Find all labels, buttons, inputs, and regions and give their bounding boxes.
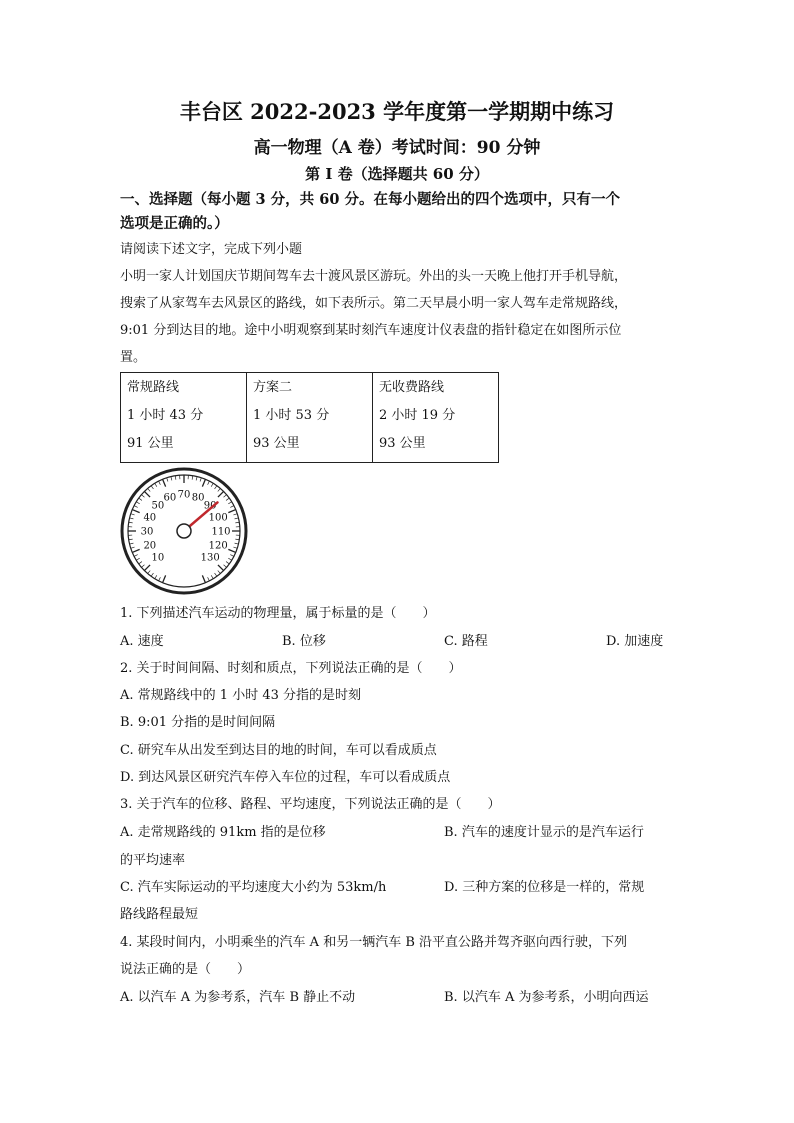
q3-stem: 3. 关于汽车的位移、路程、平均速度，下列说法正确的是（ ） xyxy=(120,797,501,812)
gauge-label: 110 xyxy=(211,526,231,538)
gauge-tick xyxy=(235,543,239,544)
exam-title: 丰台区 2022-2023 学年度第一学期期中练习 xyxy=(179,99,615,124)
gauge-label: 120 xyxy=(208,540,228,552)
gauge-tick xyxy=(141,495,144,498)
q1-option-c: C. 路程 xyxy=(444,634,488,649)
gauge-tick xyxy=(144,491,150,497)
gauge-tick xyxy=(226,498,229,500)
gauge-tick xyxy=(139,562,142,564)
section-heading-line2: 选项是正确的。） xyxy=(120,215,229,232)
gauge-tick xyxy=(175,476,176,480)
route-name: 方案二 xyxy=(253,380,293,395)
q4-stem-cont: 说法正确的是（ ） xyxy=(120,962,251,977)
gauge-label: 70 xyxy=(177,489,191,501)
route-time: 1 小时 43 分 xyxy=(127,408,204,423)
gauge-tick xyxy=(233,547,237,548)
gauge-tick xyxy=(155,575,157,578)
gauge-label: 20 xyxy=(143,540,157,552)
gauge-tick xyxy=(202,479,205,486)
gauge-tick xyxy=(171,477,172,481)
q4-stem: 4. 某段时间内，小明乘坐的汽车 A 和另一辆汽车 B 沿平直公路并驾齐驱向西行驶，下列 xyxy=(120,935,628,950)
route-distance: 93 公里 xyxy=(253,436,300,451)
route-cell xyxy=(247,373,373,463)
gauge-tick xyxy=(218,565,224,571)
gauge-label: 90 xyxy=(203,500,217,512)
gauge-tick xyxy=(130,543,134,544)
gauge-tick xyxy=(151,573,153,576)
gauge-tick xyxy=(196,477,197,481)
q2-option-d: D. 到达风景区研究汽车停入车位的过程，车可以看成质点 xyxy=(120,770,451,785)
gauge-tick xyxy=(218,488,221,491)
gauge-tick xyxy=(192,476,193,480)
gauge-tick xyxy=(139,498,142,500)
passage-line: 小明一家人计划国庆节期间驾车去十渡风景区游玩。外出的头一天晚上他打开手机导航， xyxy=(120,269,628,284)
gauge-tick xyxy=(233,514,237,515)
route-cell xyxy=(121,373,247,463)
gauge-tick xyxy=(155,483,157,486)
q1-option-d: D. 加速度 xyxy=(606,634,664,649)
gauge-tick xyxy=(134,506,138,508)
gauge-tick xyxy=(136,558,139,560)
gauge-label: 80 xyxy=(191,492,205,504)
gauge-tick xyxy=(134,555,138,557)
gauge-tick xyxy=(211,575,213,578)
route-name: 常规路线 xyxy=(127,380,180,395)
gauge-tick xyxy=(148,571,151,574)
section-heading-line1: 一、选择题（每小题 3 分，共 60 分。在每小题给出的四个选项中，只有一个 xyxy=(120,191,620,208)
gauge-tick xyxy=(129,539,133,540)
gauge-tick xyxy=(159,481,161,485)
gauge-tick xyxy=(208,577,210,581)
gauge-tick xyxy=(148,488,151,491)
gauge-tick xyxy=(215,486,217,489)
gauge-label: 30 xyxy=(140,526,154,538)
route-distance: 91 公里 xyxy=(127,436,174,451)
gauge-tick xyxy=(224,495,227,498)
gauge-tick xyxy=(218,571,221,574)
gauge-tick xyxy=(202,575,205,582)
gauge-label: 40 xyxy=(143,512,157,524)
route-table xyxy=(120,372,499,463)
gauge-tick xyxy=(130,518,134,519)
gauge-tick xyxy=(228,558,231,560)
gauge-tick xyxy=(200,478,201,482)
gauge-tick xyxy=(228,549,235,552)
q1-option-a: A. 速度 xyxy=(120,634,164,649)
gauge-tick xyxy=(151,486,153,489)
gauge-tick xyxy=(226,562,229,564)
gauge-label: 130 xyxy=(200,552,220,564)
q1-stem: 1. 下列描述汽车运动的物理量，属于标量的是（ ） xyxy=(120,606,436,621)
gauge-tick xyxy=(228,502,231,504)
gauge-label: 60 xyxy=(163,492,177,504)
q2-option-c: C. 研究车从出发至到达目的地的时间，车可以看成质点 xyxy=(120,743,437,758)
q3-option-d: D. 三种方案的位移是一样的，常规 xyxy=(444,880,645,895)
gauge-tick xyxy=(235,518,239,519)
speedometer xyxy=(119,466,249,596)
q3-option-c: C. 汽车实际运动的平均速度大小约为 53km/h xyxy=(120,880,387,895)
gauge-tick xyxy=(230,555,234,557)
passage-line: 9:01 分到达目的地。途中小明观察到某时刻汽车速度计仪表盘的指针稳定在如图所示位 xyxy=(120,323,622,338)
gauge-tick xyxy=(215,573,217,576)
gauge-label: 10 xyxy=(151,552,165,564)
gauge-tick xyxy=(167,478,168,482)
gauge-label: 100 xyxy=(208,512,228,524)
gauge-tick xyxy=(235,539,239,540)
gauge-tick xyxy=(141,565,144,568)
q2-option-b: B. 9:01 分指的是时间间隔 xyxy=(120,715,276,730)
q3-option-b-cont: 的平均速率 xyxy=(120,853,186,868)
gauge-tick xyxy=(230,506,234,508)
route-time: 2 小时 19 分 xyxy=(379,408,456,423)
route-name: 无收费路线 xyxy=(379,380,445,395)
gauge-tick xyxy=(144,565,150,571)
gauge-tick xyxy=(131,547,135,548)
gauge-tick xyxy=(159,577,161,581)
gauge-tick xyxy=(163,479,166,486)
gauge-label: 50 xyxy=(151,500,165,512)
gauge-tick xyxy=(131,514,135,515)
passage-line: 置。 xyxy=(120,350,147,365)
instruction: 请阅读下述文字，完成下列小题 xyxy=(120,242,303,257)
gauge-tick xyxy=(235,522,239,523)
gauge-tick xyxy=(208,481,210,485)
q3-option-d-cont: 路线路程最短 xyxy=(120,907,199,922)
part-heading: 第 I 卷（选择题共 60 分） xyxy=(305,165,489,183)
gauge-tick xyxy=(218,491,224,497)
q2-option-a: A. 常规路线中的 1 小时 43 分指的是时刻 xyxy=(120,688,361,703)
q3-option-b: B. 汽车的速度计显示的是汽车运行 xyxy=(444,825,644,840)
gauge-tick xyxy=(132,549,139,552)
gauge-tick xyxy=(129,522,133,523)
gauge-tick xyxy=(224,565,227,568)
route-distance: 93 公里 xyxy=(379,436,426,451)
passage-line: 搜索了从家驾车去风景区的路线，如下表所示。第二天早晨小明一家人驾车走常规路线， xyxy=(120,296,628,311)
q4-option-a: A. 以汽车 A 为参考系，汽车 B 静止不动 xyxy=(120,990,356,1005)
gauge-tick xyxy=(228,510,235,513)
q1-option-b: B. 位移 xyxy=(282,634,326,649)
needle-hub xyxy=(177,524,191,538)
q2-stem: 2. 关于时间间隔、时刻和质点，下列说法正确的是（ ） xyxy=(120,661,462,676)
q4-option-b: B. 以汽车 A 为参考系，小明向西运 xyxy=(444,990,649,1005)
gauge-tick xyxy=(163,575,166,582)
route-cell xyxy=(373,373,499,463)
gauge-tick xyxy=(211,483,213,486)
q3-option-a: A. 走常规路线的 91km 指的是位移 xyxy=(120,825,326,840)
gauge-tick xyxy=(132,510,139,513)
route-time: 1 小时 53 分 xyxy=(253,408,330,423)
exam-subtitle: 高一物理（A 卷）考试时间：90 分钟 xyxy=(253,138,541,158)
gauge-tick xyxy=(136,502,139,504)
